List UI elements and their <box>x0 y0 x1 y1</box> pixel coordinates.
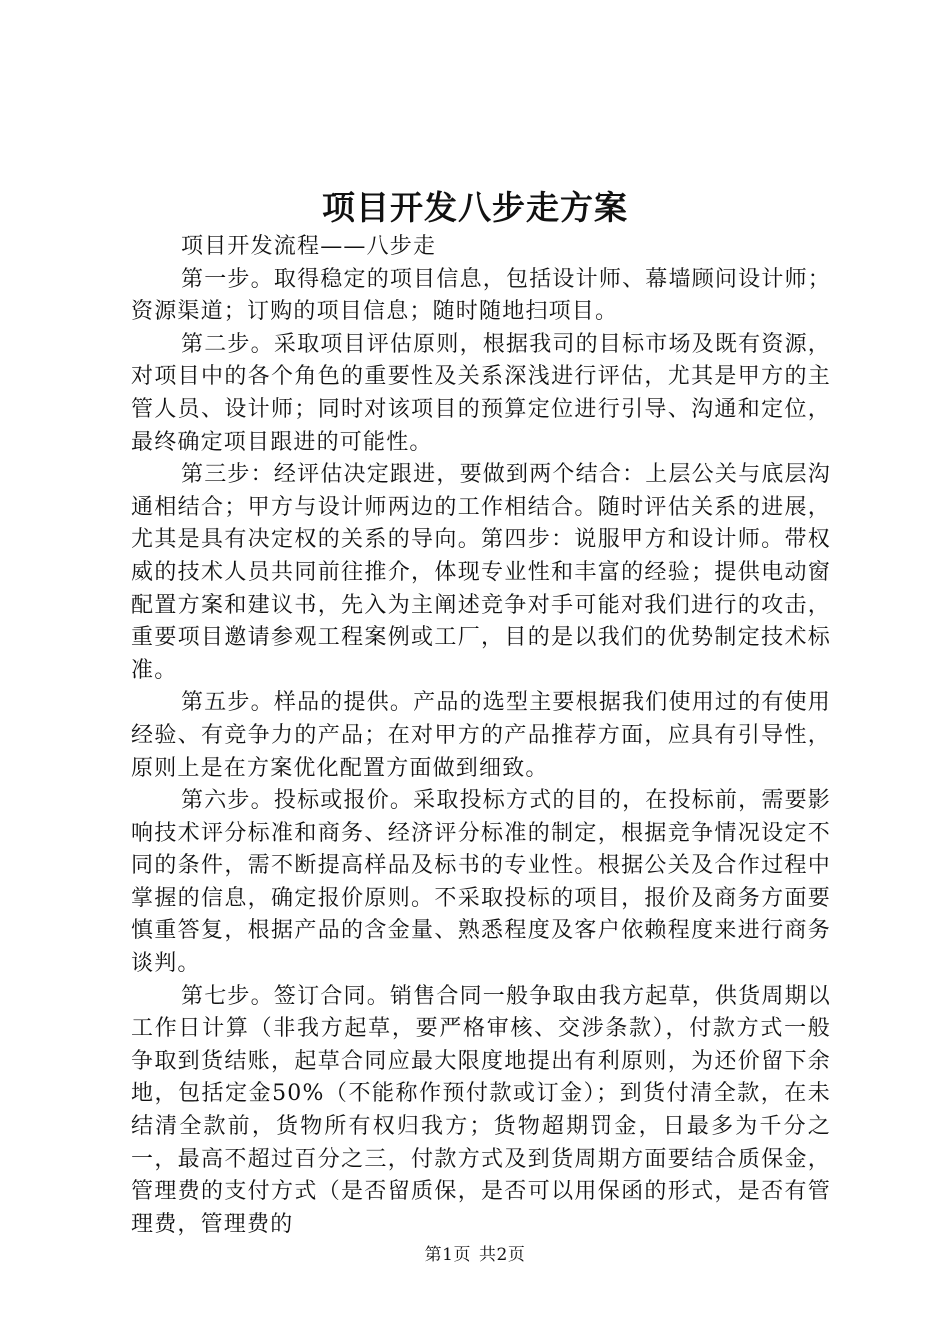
page-footer <box>0 1244 950 1266</box>
page-total: 共2页 <box>479 1245 526 1265</box>
step-6-paragraph: 第六步。投标或报价。采取投标方式的目的，在投标前，需要影响技术评分标准和商务、经济评分标准的制定，根据竞争情况设定不同的条件，需不断提高样品及标书的专业性。根据公关及合作过程中掌握的信息，确定报价原则。不采取投标的项目，报价及商务方面要慎重答复，根据产品的含金量、熟悉程度及客户依赖程度来进行商务谈判。 <box>131 788 831 977</box>
step-2-paragraph: 第二步。采取项目评估原则，根据我司的目标市场及既有资源，对项目中的各个角色的重要性及关系深浅进行评估，尤其是甲方的主管人员、设计师；同时对该项目的预算定位进行引导、沟通和定位，最终确定项目跟进的可能性。 <box>131 331 831 455</box>
page-title: 项目开发八步走方案 <box>322 188 628 227</box>
page-number: 第1页 <box>424 1245 471 1265</box>
document-body <box>131 231 831 1241</box>
subtitle-paragraph: 项目开发流程——八步走 <box>181 234 437 259</box>
step-7-paragraph: 第七步。签订合同。销售合同一般争取由我方起草，供货周期以工作日计算（非我方起草，要严格审核、交涉条款），付款方式一般争取到货结账，起草合同应最大限度地提出有利原则，为还价留下余地，包括定金50%（不能称作预付款或订金）；到货付清全款，在未结清全款前，货物所有权归我方；货物超期罚金，日最多为千分之一，最高不超过百分之三，付款方式及到货周期方面要结合质保金，管理费的支付方式（是否留质保，是否可以用保函的形式，是否有管理费，管理费的 <box>131 983 831 1237</box>
step-3-4-paragraph: 第三步：经评估决定跟进，要做到两个结合：上层公关与底层沟通相结合；甲方与设计师两边的工作相结合。随时评估关系的进展，尤其是具有决定权的关系的导向。第四步：说服甲方和设计师。带权威的技术人员共同前往推介，体现专业性和丰富的经验；提供电动窗配置方案和建议书，先入为主阐述竞争对手可能对我们进行的攻击，重要项目邀请参观工程案例或工厂，目的是以我们的优势制定技术标准。 <box>131 462 831 683</box>
step-1-paragraph: 第一步。取得稳定的项目信息，包括设计师、幕墙顾问设计师；资源渠道；订购的项目信息；随时随地扫项目。 <box>131 266 831 325</box>
step-5-paragraph: 第五步。样品的提供。产品的选型主要根据我们使用过的有使用经验、有竞争力的产品；在对甲方的产品推荐方面，应具有引导性，原则上是在方案优化配置方面做到细致。 <box>131 690 831 781</box>
